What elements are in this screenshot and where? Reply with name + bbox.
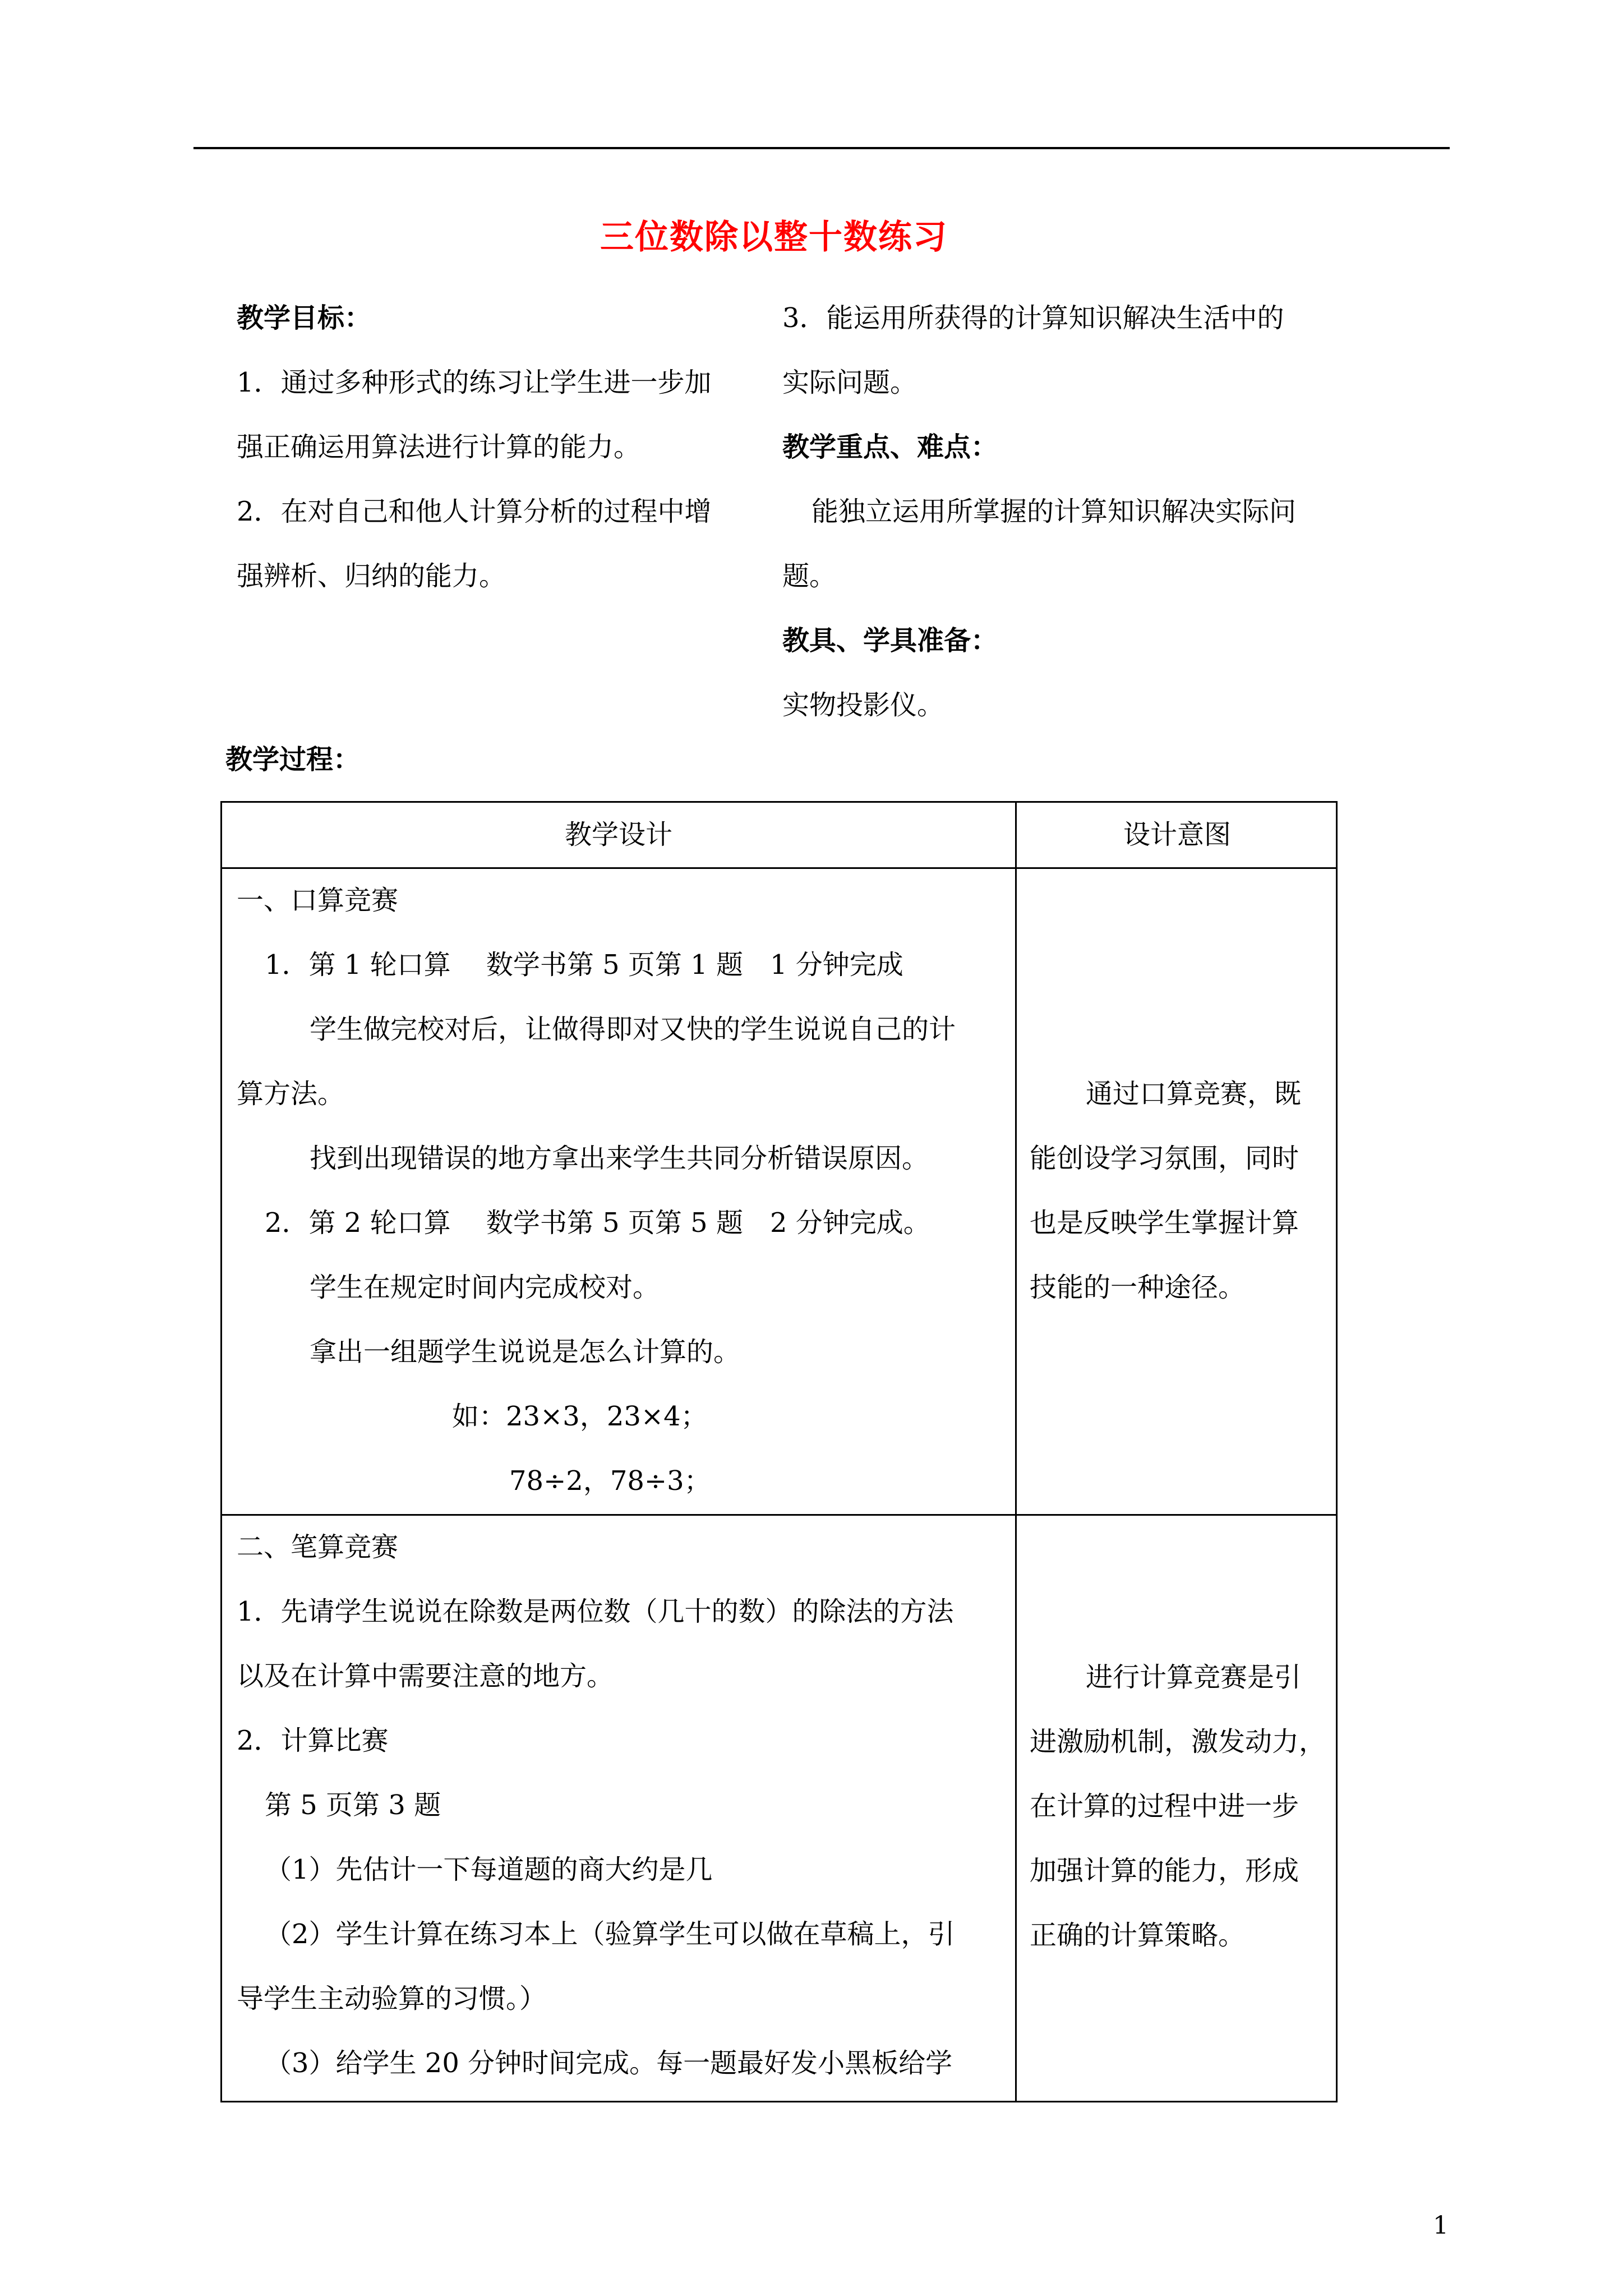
section1-intent [1030,1062,1301,1320]
tools-text: 实物投影仪。 [782,689,944,721]
section1-heading: 一、口算竞赛 [237,885,399,916]
section1-line: 找到出现错误的地方拿出来学生共同分析错误原因。 [310,1143,929,1174]
section1-example: 78÷2，78÷3； [509,1465,711,1497]
section1-line: 拿出一组题学生说说是怎么计算的。 [310,1336,741,1368]
objective-line: 强辨析、归纳的能力。 [237,560,506,592]
key-points-heading: 教学重点、难点： [782,431,998,463]
right-column [782,286,1338,738]
objectives-heading: 教学目标： [237,302,372,334]
intent-line: 技能的一种途径。 [1030,1272,1246,1303]
intent-line: 正确的计算策略。 [1030,1920,1246,1951]
column-divider [1015,803,1017,2101]
section2-line: 2．计算比赛 [237,1725,389,1756]
section2-line: 以及在计算中需要注意的地方。 [237,1660,614,1692]
tools-heading: 教具、学具准备： [782,625,998,656]
section2-heading: 二、笔算竞赛 [237,1531,399,1563]
objective-line: 2．在对自己和他人计算分析的过程中增 [237,496,712,527]
intent-line: 加强计算的能力，形成 [1030,1855,1299,1887]
section2-line: （1）先估计一下每道题的商大约是几 [265,1854,713,1885]
section1-line: 算方法。 [237,1078,345,1110]
section1-example: 如：23×3，23×4； [452,1401,708,1432]
section1-line: 2．第 2 轮口算 数学书第 5 页第 5 题 2 分钟完成。 [265,1207,930,1239]
section2-line: 1．先请学生说说在除数是两位数（几十的数）的除法的方法 [237,1596,954,1627]
table-header-intent: 设计意图 [1123,819,1231,850]
section1-line: 1．第 1 轮口算 数学书第 5 页第 1 题 1 分钟完成 [265,949,903,981]
intent-line: 进激励机制，激发动力， [1030,1726,1326,1757]
section1-content [237,868,956,1513]
objective-line: 强正确运用算法进行计算的能力。 [237,431,641,463]
key-points-line: 题。 [782,560,837,592]
page-title: 三位数除以整十数练习 [600,218,948,257]
intent-line: 能创设学习氛围，同时 [1030,1143,1299,1174]
section2-line: （2）学生计算在练习本上（验算学生可以做在草稿上，引 [265,1918,955,1950]
lesson-table [220,801,1338,2102]
objective-line: 1．通过多种形式的练习让学生进一步加 [237,367,712,398]
section2-line: 第 5 页第 3 题 [265,1789,441,1821]
key-points-line: 能独立运用所掌握的计算知识解决实际问 [811,496,1297,527]
intent-line: 在计算的过程中进一步 [1030,1791,1299,1822]
table-header-design: 教学设计 [564,819,672,850]
objective-line: 实际问题。 [782,367,917,398]
header-rule [193,147,1450,149]
section1-line: 学生做完校对后，让做得即对又快的学生说说自己的计 [310,1014,956,1045]
page-number: 1 [1433,2211,1449,2240]
left-column [237,286,753,609]
intent-line: 通过口算竞赛，既 [1086,1078,1302,1110]
intent-line: 进行计算竞赛是引 [1086,1662,1302,1693]
section2-line: 导学生主动验算的习惯。） [237,1983,547,2014]
section1-line: 学生在规定时间内完成校对。 [310,1272,660,1303]
section2-content [237,1515,955,2096]
process-heading: 教学过程： [225,744,361,775]
intent-line: 也是反映学生掌握计算 [1030,1207,1299,1239]
section2-line: （3）给学生 20 分钟时间完成。每一题最好发小黑板给学 [265,2047,953,2079]
objective-line: 3．能运用所获得的计算知识解决生活中的 [782,302,1284,334]
section2-intent [1030,1645,1326,1968]
